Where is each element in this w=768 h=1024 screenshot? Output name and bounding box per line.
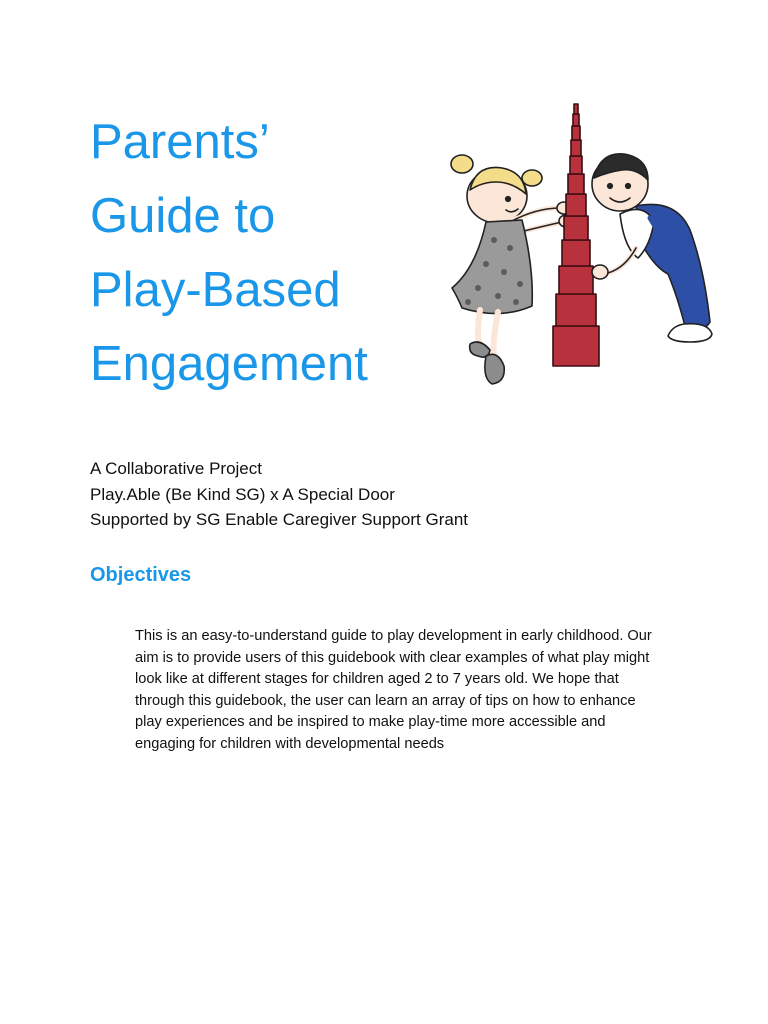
project-line: Play.Able (Be Kind SG) x A Special Door (90, 484, 395, 504)
title-line: Guide to (90, 189, 276, 243)
objectives-heading: Objectives (90, 564, 192, 586)
children-stacking-tower-illustration (440, 98, 715, 390)
title-line: Engagement (90, 337, 368, 391)
paragraph-line: play experiences and be inspired to make play-time more accessible and (135, 714, 606, 731)
boy-figure (592, 154, 712, 342)
paragraph-line: through this guidebook, the user can learn an array of tips on how to enhance (135, 692, 636, 709)
objectives-paragraph (135, 626, 680, 756)
paragraph-line: aim is to provide users of this guidebook with clear examples of what play might (135, 649, 650, 666)
page-title (90, 105, 368, 401)
title-line: Parents’ (90, 115, 270, 169)
paragraph-line: This is an easy-to-understand guide to play development in early childhood. Our (135, 628, 652, 644)
paragraph-line: engaging for children with developmental needs (135, 735, 445, 752)
title-line: Play-Based (90, 263, 341, 317)
paragraph-line: look like at different stages for children aged 2 to 7 years old. We hope that (135, 671, 619, 688)
project-line: A Collaborative Project (90, 459, 262, 478)
project-line: Supported by SG Enable Caregiver Support Grant (90, 510, 468, 529)
project-info (90, 456, 468, 533)
block-tower (553, 104, 599, 366)
